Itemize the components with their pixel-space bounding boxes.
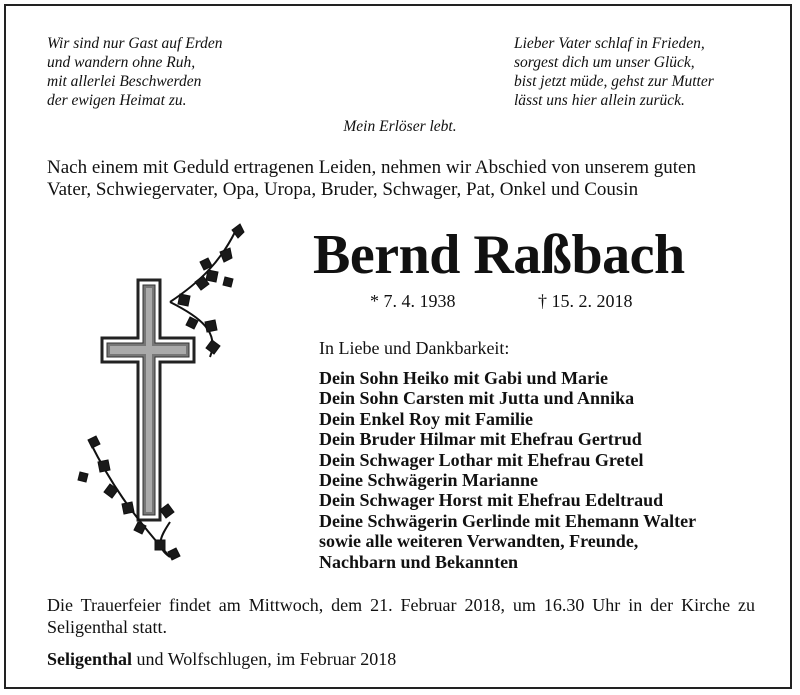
intro-line: Nach einem mit Geduld ertragenen Leiden, nehmen wir Abschied von unserem guten [47, 157, 696, 178]
poem-left-line: und wandern ohne Ruh, [47, 54, 196, 71]
place-bold: Seligenthal [47, 649, 133, 669]
mourner-line: Dein Bruder Hilmar mit Ehefrau Gertrud [319, 429, 642, 450]
mourner-line: Dein Sohn Carsten mit Jutta und Annika [319, 388, 635, 409]
place-and-date [47, 649, 396, 670]
poem-right-line: bist jetzt müde, gehst zur Mutter [514, 73, 714, 90]
poem-left-line: mit allerlei Beschwerden [47, 73, 202, 90]
poem-left-line: der ewigen Heimat zu. [47, 92, 187, 109]
mourner-line: sowie alle weiteren Verwandten, Freunde, [319, 531, 639, 552]
mourner-line: Nachbarn und Bekannten [319, 551, 519, 572]
poem-right-line: Lieber Vater schlaf in Frieden, [514, 35, 705, 52]
scripture-line: Mein Erlöser lebt. [343, 118, 457, 135]
mourner-line: Deine Schwägerin Marianne [319, 470, 538, 491]
place-rest: und Wolfschlugen, im Februar 2018 [132, 649, 397, 669]
mourner-line: Dein Enkel Roy mit Familie [319, 408, 533, 429]
gratitude-line: In Liebe und Dankbarkeit: [319, 338, 510, 358]
death-date: † 15. 2. 2018 [538, 291, 633, 311]
mourner-line: Dein Sohn Heiko mit Gabi und Marie [319, 368, 609, 388]
mourners-list [319, 368, 696, 572]
mourner-line: Dein Schwager Horst mit Ehefrau Edeltraud [319, 490, 664, 511]
poem-right-line: sorgest dich um unser Glück, [514, 54, 695, 71]
mourner-line: Deine Schwägerin Gerlinde mit Ehemann Walter [319, 510, 697, 531]
deceased-name: Bernd Raßbach [313, 224, 685, 286]
funeral-notice: Die Trauerfeier findet am Mittwoch, dem 21. Februar 2018, um 16.30 Uhr in der Kirche zu Seligenthal statt. [47, 595, 755, 637]
birth-date: * 7. 4. 1938 [370, 291, 456, 311]
poem-left-line: Wir sind nur Gast auf Erden [47, 35, 223, 52]
poem-right-line: lässt uns hier allein zurück. [514, 92, 685, 109]
mourner-line: Dein Schwager Lothar mit Ehefrau Gretel [319, 449, 644, 470]
cross-with-ivy-icon [60, 222, 260, 572]
poem-left [47, 34, 223, 110]
intro-line: Vater, Schwiegervater, Opa, Uropa, Bruder, Schwager, Pat, Onkel und Cousin [47, 179, 639, 200]
poem-right [514, 34, 714, 110]
intro-text [47, 157, 696, 201]
